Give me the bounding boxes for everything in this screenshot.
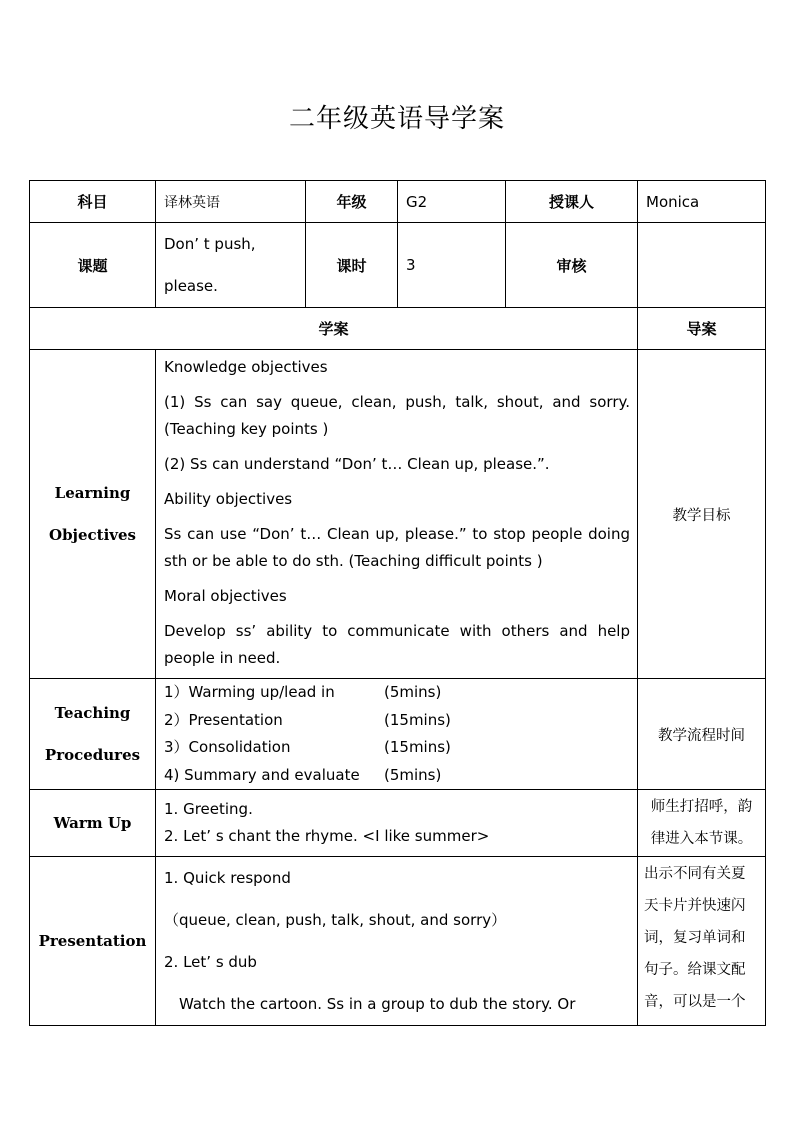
lesson-plan-table <box>29 180 766 1026</box>
presentation-guide-line: 句子。给课文配 <box>644 962 746 978</box>
topic-value <box>156 223 306 308</box>
grade-label: 年级 <box>306 181 398 223</box>
presentation-label: Presentation <box>30 857 156 1026</box>
procedures-label-line-1: Teaching <box>54 704 131 722</box>
header-row-2 <box>30 223 766 308</box>
warm-up-guide-line-1: 师生打招呼，韵 <box>650 799 753 815</box>
warm-up-guide <box>638 790 766 857</box>
header-row-1 <box>30 181 766 223</box>
objectives-content <box>156 350 638 679</box>
warm-up-item: 2. Let’ s chant the rhyme. <I like summer> <box>164 827 490 845</box>
presentation-row <box>30 857 766 1026</box>
objectives-guide: 教学目标 <box>638 350 766 679</box>
procedures-guide: 教学流程时间 <box>638 679 766 790</box>
presentation-line-3: 2. Let’ s dub <box>164 953 257 971</box>
objectives-label-line-2: Objectives <box>49 526 136 544</box>
knowledge-heading: Knowledge objectives <box>164 358 328 376</box>
teacher-label: 授课人 <box>506 181 638 223</box>
presentation-guide <box>638 857 766 1026</box>
topic-line-1: Don’ t push, <box>164 235 256 253</box>
moral-heading: Moral objectives <box>164 587 287 605</box>
grade-value: G2 <box>398 181 506 223</box>
period-value: 3 <box>398 223 506 308</box>
procedure-step-time: (5mins) <box>384 683 442 701</box>
page-title: 二年级英语导学案 <box>288 104 505 134</box>
knowledge-objective-2: (2) Ss can understand “Don’ t… Clean up, please.”. <box>164 455 550 473</box>
procedures-content <box>156 679 638 790</box>
topic-line-2: please. <box>164 277 218 295</box>
procedure-step-time: (5mins) <box>384 765 442 784</box>
procedures-label <box>30 679 156 790</box>
procedure-step-time: (15mins) <box>384 738 451 756</box>
objectives-label <box>30 350 156 679</box>
knowledge-objective-1: (1) Ss can say queue, clean, push, talk, shout, and sorry. (Teaching key points ) <box>164 393 630 438</box>
period-label: 课时 <box>306 223 398 308</box>
procedure-step-name: 4) Summary and evaluate <box>164 765 360 784</box>
ability-objective-1: Ss can use “Don’ t… Clean up, please.” to stop people doing sth or be able to do sth. (Teaching difficult points ) <box>164 525 630 570</box>
procedure-step <box>164 707 637 735</box>
warm-up-item: 1. Greeting. <box>164 800 253 818</box>
presentation-guide-line: 音，可以是一个 <box>644 994 746 1010</box>
presentation-guide-line: 词，复习单词和 <box>644 930 746 946</box>
procedure-step-time: (15mins) <box>384 710 451 729</box>
procedure-step-name: 3）Consolidation <box>164 738 291 756</box>
procedure-step-name: 1）Warming up/lead in <box>164 683 335 701</box>
review-label: 审核 <box>506 223 638 308</box>
presentation-content <box>156 857 638 1026</box>
procedure-step-name: 2）Presentation <box>164 710 283 729</box>
procedure-step <box>164 734 637 762</box>
warm-up-row <box>30 790 766 857</box>
ability-heading: Ability objectives <box>164 490 293 508</box>
topic-label: 课题 <box>30 223 156 308</box>
presentation-guide-line: 天卡片并快速闪 <box>644 898 746 914</box>
presentation-line-4: Watch the cartoon. Ss in a group to dub the story. Or <box>179 995 576 1013</box>
procedure-step <box>164 762 637 790</box>
procedure-step <box>164 679 637 707</box>
subject-label: 科目 <box>30 181 156 223</box>
procedures-label-line-2: Procedures <box>44 746 141 764</box>
review-value <box>638 223 766 308</box>
subject-value: 译林英语 <box>156 181 306 223</box>
guide-plan-header: 导案 <box>638 308 766 350</box>
objectives-label-line-1: Learning <box>54 484 131 502</box>
teacher-value: Monica <box>638 181 766 223</box>
objectives-row <box>30 350 766 679</box>
warm-up-label: Warm Up <box>30 790 156 857</box>
warm-up-content <box>156 790 638 857</box>
presentation-line-2: （queue, clean, push, talk, shout, and sorry） <box>164 911 507 929</box>
presentation-guide-line: 出示不同有关夏 <box>644 866 746 882</box>
procedures-row <box>30 679 766 790</box>
moral-objective-1: Develop ss’ ability to communicate with others and help people in need. <box>164 622 630 667</box>
study-plan-header: 学案 <box>30 308 638 350</box>
section-header-row <box>30 308 766 350</box>
presentation-line-1: 1. Quick respond <box>164 869 291 887</box>
warm-up-guide-line-2: 律进入本节课。 <box>650 831 753 847</box>
